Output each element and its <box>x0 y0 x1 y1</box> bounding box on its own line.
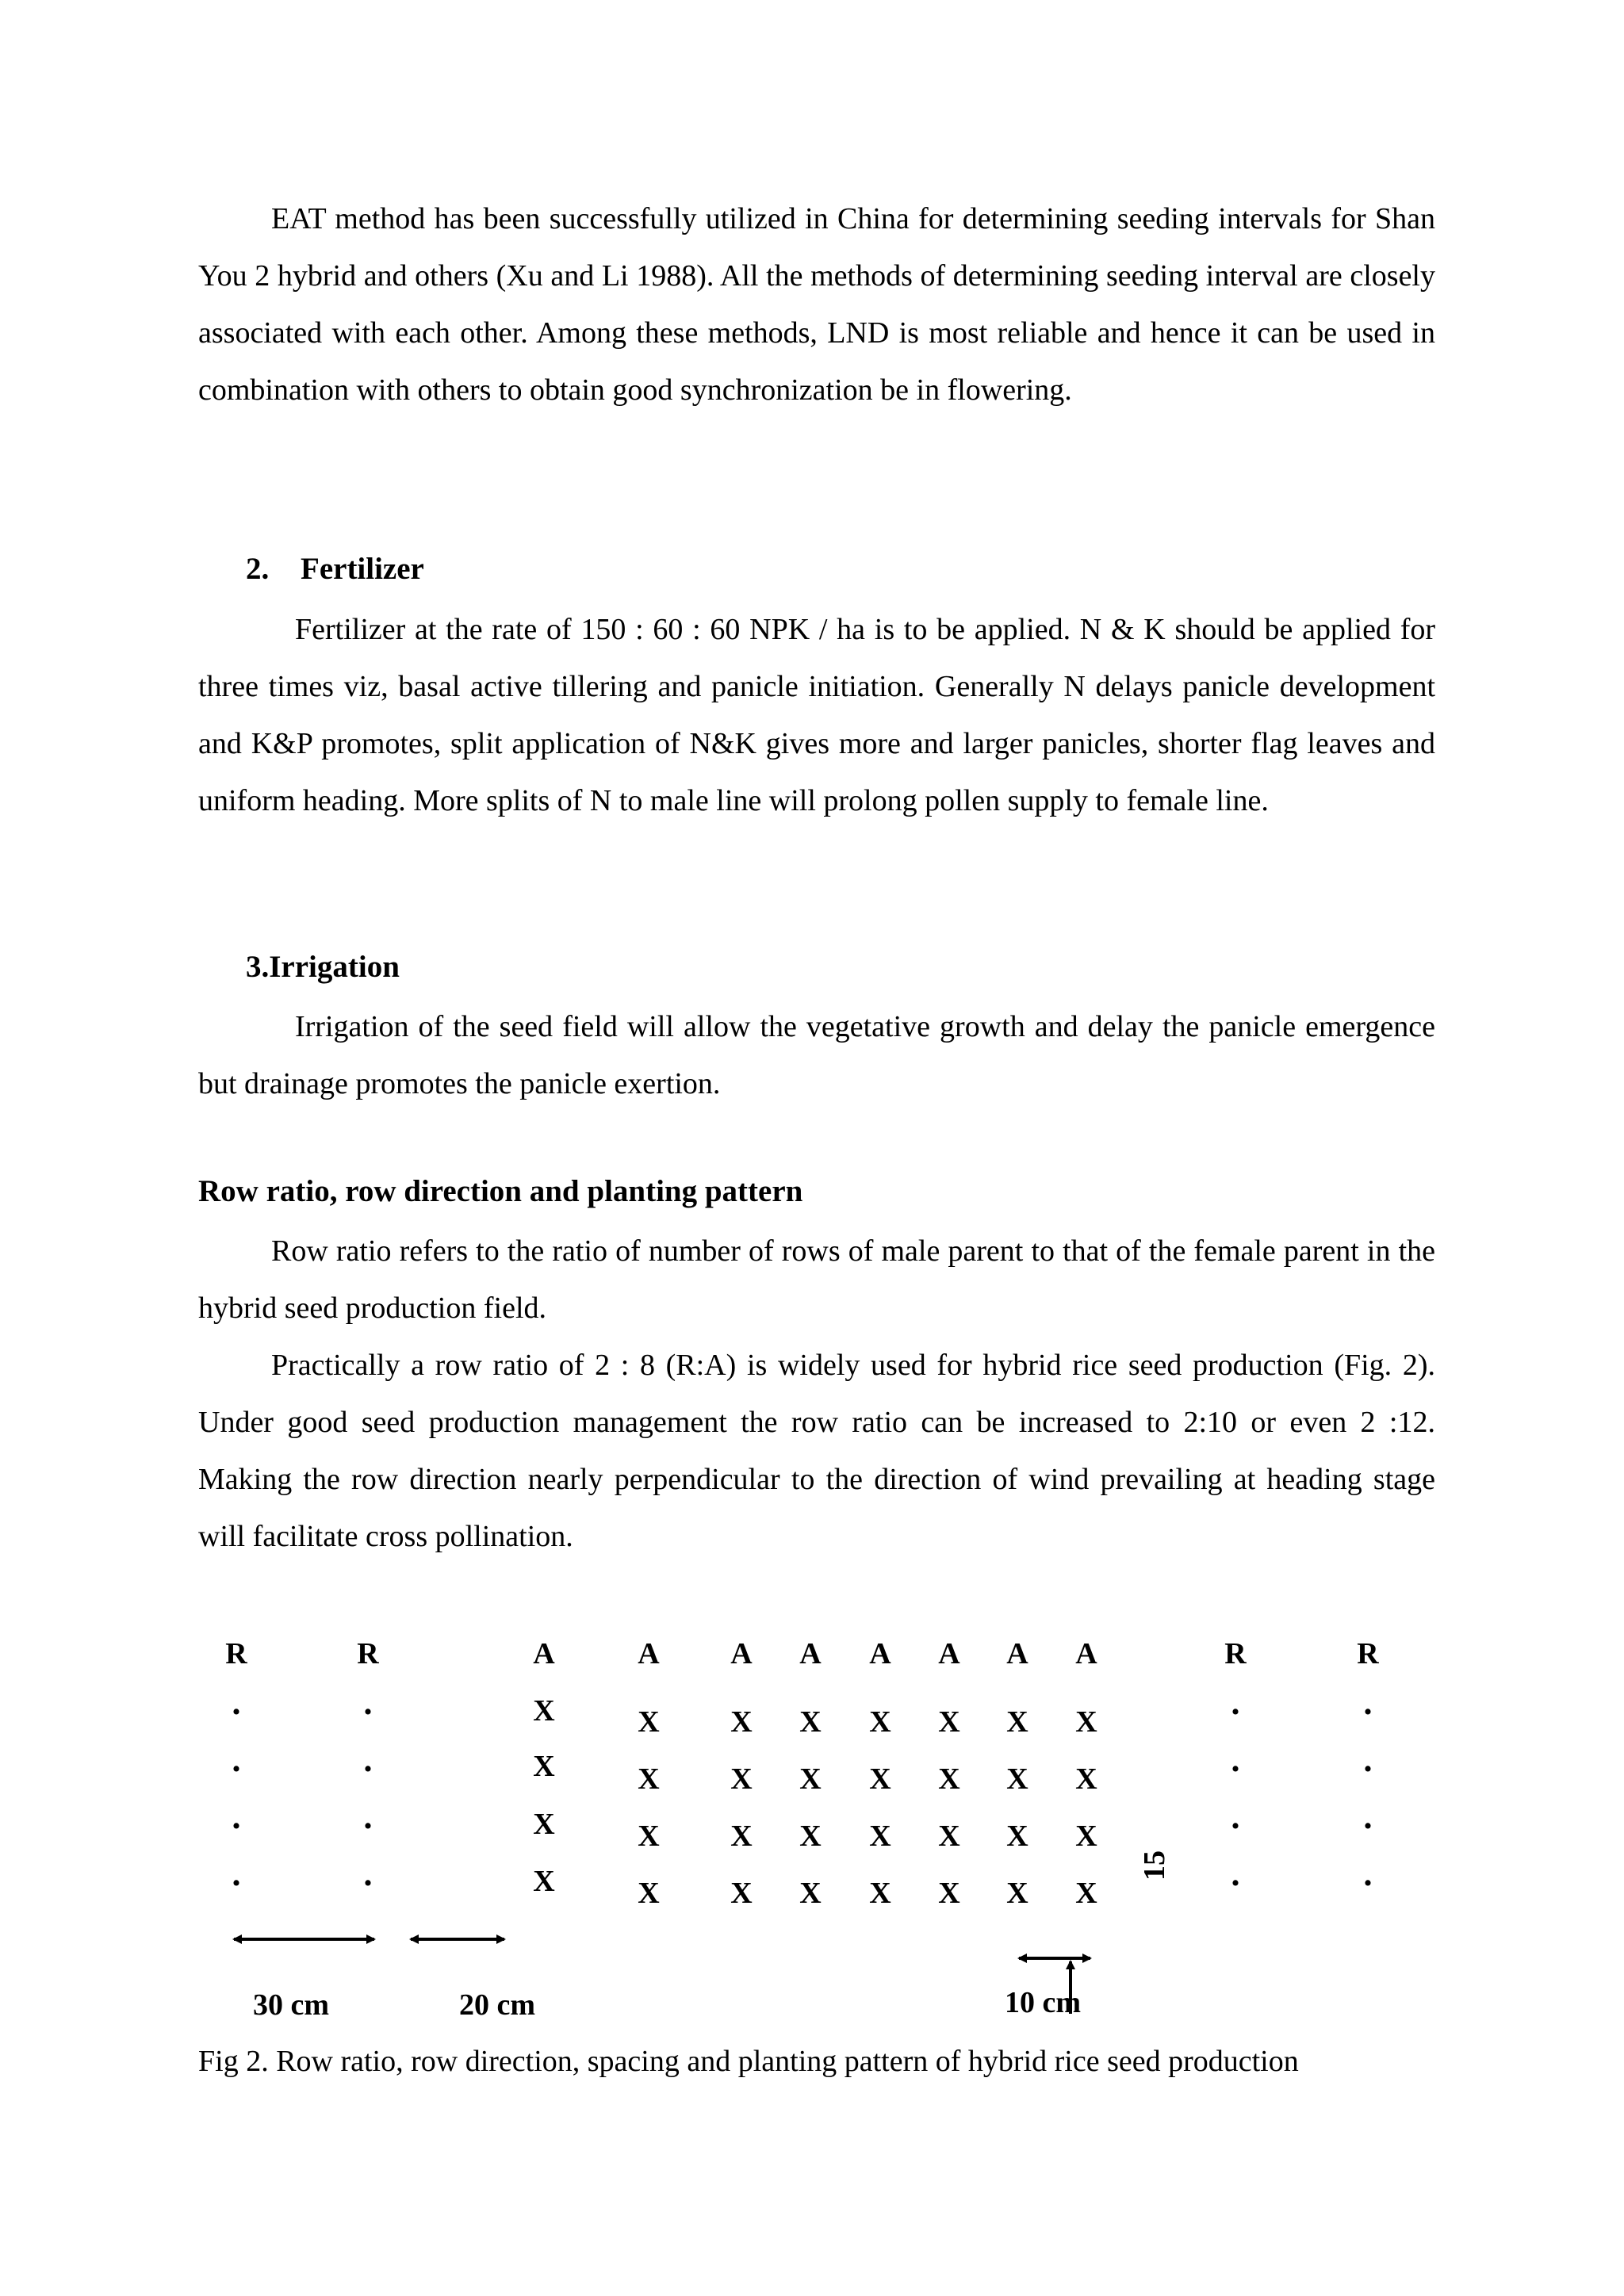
plant-mark-restorer: . <box>1363 1797 1373 1836</box>
plant-mark-restorer: . <box>1363 1854 1373 1893</box>
plant-mark-cms: X <box>869 1877 891 1910</box>
column-label-cms: A <box>938 1637 960 1670</box>
column-label-cms: A <box>533 1637 555 1670</box>
heading-title: Fertilizer <box>301 552 424 586</box>
column-label-cms: A <box>869 1637 891 1670</box>
section-heading-fertilizer <box>246 551 424 587</box>
plant-mark-cms: X <box>638 1877 660 1910</box>
plant-mark-restorer: . <box>1231 1683 1240 1722</box>
plant-mark-cms: X <box>1006 1705 1028 1739</box>
plant-mark-cms: X <box>1075 1762 1097 1796</box>
plant-mark-restorer: . <box>1363 1683 1373 1722</box>
plant-mark-restorer: . <box>1231 1740 1240 1779</box>
plant-mark-cms: X <box>799 1705 822 1739</box>
plant-mark-restorer: . <box>232 1740 241 1779</box>
plant-mark-cms: X <box>799 1820 822 1853</box>
plant-mark-restorer: . <box>232 1797 241 1836</box>
plant-mark-cms: X <box>938 1877 960 1910</box>
plant-mark-restorer: . <box>232 1683 241 1722</box>
plant-mark-cms: X <box>533 1808 555 1841</box>
heading-number: 2. <box>246 552 270 586</box>
plant-mark-cms: X <box>730 1762 753 1796</box>
column-label-restorer: R <box>1357 1637 1379 1670</box>
spacing-label-10cm: 10 cm <box>1005 1986 1082 2019</box>
plant-mark-cms: X <box>799 1762 822 1796</box>
figure-caption: Fig 2. Row ratio, row direction, spacing and planting pattern of hybrid rice seed production <box>198 2045 1299 2078</box>
plant-mark-cms: X <box>799 1877 822 1910</box>
paragraph-row-ratio-definition: Row ratio refers to the ratio of number of rows of male parent to that of the female parent in the hybrid seed production field. <box>198 1234 1435 1325</box>
column-label-cms: A <box>799 1637 822 1670</box>
plant-mark-cms: X <box>533 1694 555 1728</box>
plant-mark-cms: X <box>533 1865 555 1898</box>
column-label-cms: A <box>1006 1637 1028 1670</box>
plant-mark-cms: X <box>938 1705 960 1739</box>
section-heading-row-ratio: Row ratio, row direction and planting pattern <box>198 1174 803 1208</box>
column-label-cms: A <box>730 1637 753 1670</box>
plant-mark-restorer: . <box>1231 1854 1240 1893</box>
column-label-restorer: R <box>225 1637 247 1670</box>
plant-mark-restorer: . <box>363 1740 373 1779</box>
spacing-label-30cm: 30 cm <box>253 1988 330 2022</box>
plant-mark-cms: X <box>638 1762 660 1796</box>
plant-mark-restorer: . <box>363 1854 373 1893</box>
column-label-cms: A <box>1075 1637 1097 1670</box>
plant-mark-restorer: . <box>1231 1797 1240 1836</box>
paragraph-row-ratio-practice: Practically a row ratio of 2 : 8 (R:A) is widely used for hybrid rice seed production (Fig. 2). Under good seed production management the row ratio can be increased to 2:10 or even 2 :12. Making the row direction nearly perpendicular to the direction of wind prevailing at heading stage will facilitate cross pollination. <box>198 1349 1435 1553</box>
plant-mark-cms: X <box>938 1762 960 1796</box>
plant-mark-cms: X <box>1006 1820 1028 1853</box>
plant-mark-restorer: . <box>232 1854 241 1893</box>
plant-mark-cms: X <box>730 1877 753 1910</box>
section-heading-irrigation: 3.Irrigation <box>246 950 400 984</box>
planting-grid <box>225 1637 1379 1910</box>
plant-mark-cms: X <box>638 1705 660 1739</box>
plant-mark-cms: X <box>730 1705 753 1739</box>
plant-mark-cms: X <box>1006 1762 1028 1796</box>
plant-mark-restorer: . <box>363 1683 373 1722</box>
plant-mark-cms: X <box>1075 1705 1097 1739</box>
plant-mark-cms: X <box>730 1820 753 1853</box>
column-label-cms: A <box>638 1637 660 1670</box>
plant-mark-cms: X <box>869 1705 891 1739</box>
spacing-label-vertical: 15 <box>1138 1850 1171 1881</box>
plant-mark-cms: X <box>869 1762 891 1796</box>
plant-mark-restorer: . <box>363 1797 373 1836</box>
paragraph-eat-method: EAT method has been successfully utilized in China for determining seeding intervals for Shan You 2 hybrid and others (Xu and Li 1988). All the methods of determining seeding interval are closely associated with each other. Among these methods, LND is most reliable and hence it can be used in combination with others to obtain good synchronization be in flowering. <box>198 202 1435 407</box>
column-label-restorer: R <box>1224 1637 1247 1670</box>
spacing-label-20cm: 20 cm <box>459 1988 536 2022</box>
plant-mark-cms: X <box>869 1820 891 1853</box>
plant-mark-restorer: . <box>1363 1740 1373 1779</box>
plant-mark-cms: X <box>638 1820 660 1853</box>
plant-mark-cms: X <box>1075 1820 1097 1853</box>
plant-mark-cms: X <box>938 1820 960 1853</box>
plant-mark-cms: X <box>1006 1877 1028 1910</box>
column-label-restorer: R <box>357 1637 379 1670</box>
paragraph-irrigation: Irrigation of the seed field will allow the vegetative growth and delay the panicle emergence but drainage promotes the panicle exertion. <box>198 1010 1435 1100</box>
paragraph-fertilizer: Fertilizer at the rate of 150 : 60 : 60 NPK / ha is to be applied. N & K should be applied for three times viz, basal active tillering and panicle initiation. Generally N delays panicle development and K&P promotes, split application of N&K gives more and larger panicles, shorter flag leaves and uniform heading. More splits of N to male line will prolong pollen supply to female line. <box>198 613 1435 817</box>
plant-mark-cms: X <box>533 1750 555 1783</box>
plant-mark-cms: X <box>1075 1877 1097 1910</box>
